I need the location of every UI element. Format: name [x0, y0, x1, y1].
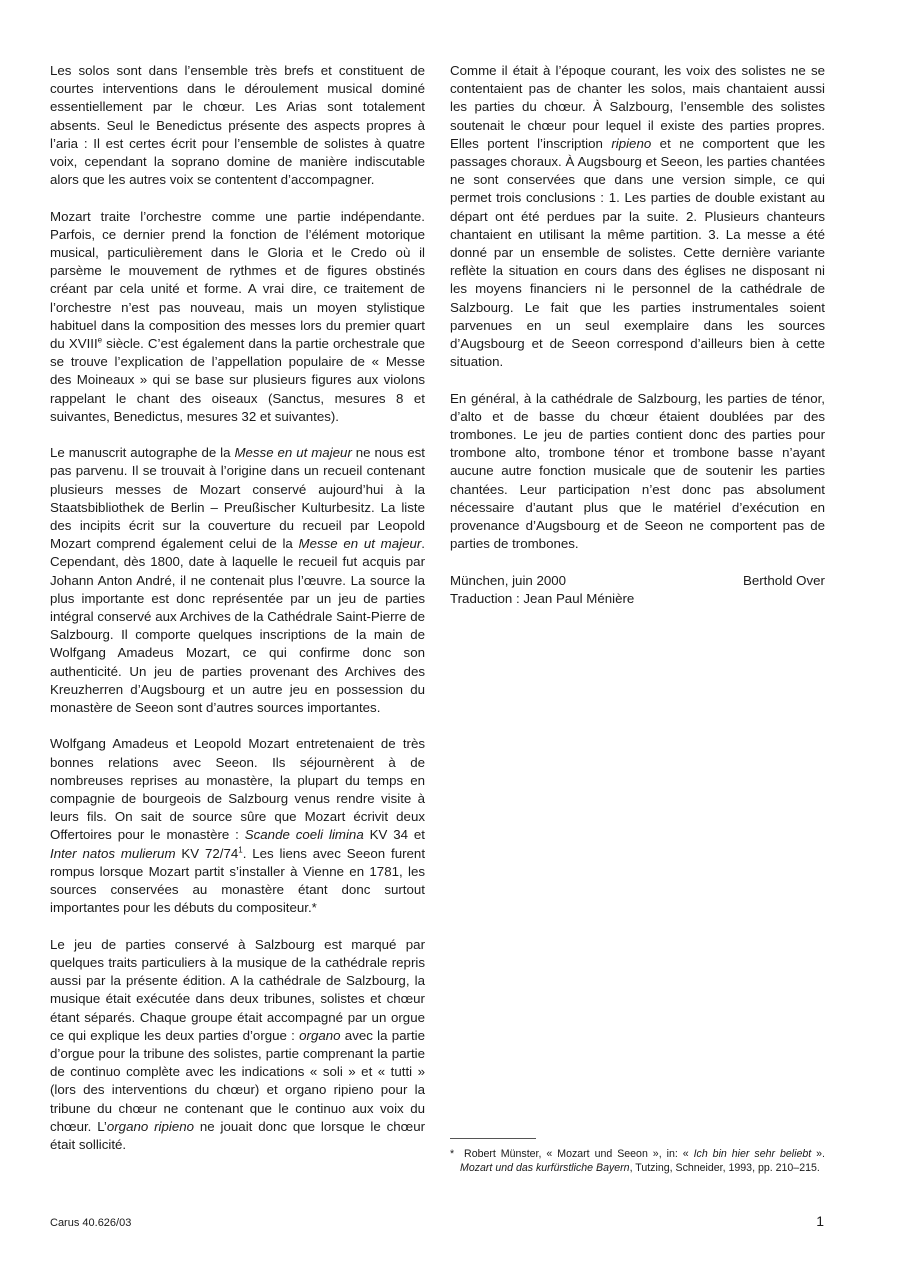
- right-column: [450, 62, 825, 608]
- translation-credit: Traduction : Jean Paul Ménière: [450, 590, 635, 606]
- page-footer: [50, 1213, 824, 1229]
- paragraph-trombones: En général, à la cathédrale de Salzbourg, les parties de ténor, d’alto et de basse du chœur étaient doublées par des trombones. Le jeu de parties contient donc des parties pour trombone alto, trombone ténor et trombone basse n’ayant aucune autre fonction musicale que de soutenir les parties chantées. Leur participation n’est donc pas absolument nécessaire d’autant plus que le matériel d’exécution en provenance d’Augsbourg et de Seeon ne comportent pas de parties de trombones.: [450, 390, 825, 552]
- author-name: Berthold Over: [742, 572, 825, 588]
- footnote-divider: [450, 1138, 536, 1139]
- footnote-area: [450, 1138, 825, 1175]
- paragraph-seeon: Wolfgang Amadeus et Leopold Mozart entretenaient de très bonnes relations avec Seeon. Ils séjournèrent à de nombreuses reprises au monastère, la plupart du temps en compagnie de bourgeois de Salzbourg venus rendre visite à leurs fils. On sait de source sûre que Mozart écrivit deux Offertoires pour le monastère : Scande coeli limina KV 34 et Inter natos mulierum KV $72/74^1$. Les liens avec Seeon furent rompus lorsque Mozart partit s’installer à Vienne en 1781, les sources conservées au monastère étant donc surtout importantes pour les débuts du compositeur.*: [50, 736, 426, 916]
- paragraph-solos: Les solos sont dans l’ensemble très brefs et constituent de courtes interventions dans le déroulement musical dominé essentiellement par le chœur. Les Arias sont totalement absents. Seul le Benedictus présente des aspects propres à l’aria : Il est certes écrit pour l’ensemble de solistes à quatre voix, cependant la soprano domine de manière indiscutable alors que les autres voix se contentent d’accompagner.: [50, 63, 425, 188]
- left-column: [50, 62, 425, 1172]
- paragraph-soloists: Comme il était à l’époque courant, les voix des solistes ne se contentaient pas de chanter les solos, mais chantaient aussi les parties du chœur. À Salzbourg, l’ensemble des solistes soutenait le chœur pour lequel il existe des parties propres. Elles portent l’inscription ripieno et ne comportent que les passages choraux. À Augsbourg et Seeon, les parties chantées ne sont conservées que dans une version simple, ce qui permet trois conclusions : 1. Les parties de double existant au départ ont été perdues par la suite. 2. Plusieurs chanteurs chantaient en utilisant la même partition. 3. La messe a été donné par un ensemble de solistes. Cette dernière variante reflète la situation en cours dans des églises ne disposant ni les moyens financiers ni le personnel de la cathédrale de Salzbourg. Le fait que les parties instrumentales soient parvenues en un seul exemplaire dans les sources d’Augsbourg et de Seeon correspond d’ailleurs bien à cette situation.: [450, 63, 825, 370]
- footnote: * Robert Münster, « Mozart und Seeon », in: « Ich bin hier sehr beliebt ». Mozart und das kurfürstliche Bayern, Tutzing, Schneider, 1993, pp. 210–215.: [450, 1148, 825, 1174]
- page-number: 1: [816, 1213, 824, 1229]
- paragraph-orchestra: Mozart traite l’orchestre comme une partie indépendante. Parfois, ce dernier prend la fonction de l’élément motorique musical, particulièrement dans le Gloria et le Credo où il parsème le mouvement de rythmes et de figures obstinés créant par cela unité et forme. A vrai dire, ce traitement de l’orchestre n’est pas nouveau, mais un moyen stylistique habituel dans la composition des messes lors du premier quart du XVIIIe siècle. C’est également dans la partie orchestrale que se trouve l’explication de l’appellation populaire de « Messe des Moineaux » qui se base sur plusieurs figures aux violons rappelant le chant des oiseaux (Sanctus, mesures 8 et suivantes, Benedictus, mesures 32 et suivantes).: [50, 208, 425, 424]
- catalog-number: Carus 40.626/03: [50, 1217, 132, 1229]
- paragraph-salzburg-parts: Le jeu de parties conservé à Salzbourg est marqué par quelques traits particuliers à la musique de la cathédrale repris aussi par la présente édition. A la cathédrale de Salzbourg, la musique était exécutée dans deux tribunes, solistes et chœur étant séparés. Chaque groupe était accompagné par un orgue ce qui explique les deux parties d’orgue : organo avec la partie d’orgue pour la tribune des solistes, partie comprenant la partie de continuo complète avec les indications « soli » et « tutti » (lors des interventions du chœur) et organo ripieno pour la tribune du chœur ne contenant que le continuo aux voix du chœur. L’organo ripieno ne jouait donc que lorsque le chœur était sollicité.: [50, 936, 426, 1152]
- place-date: München, juin 2000: [450, 572, 567, 588]
- signature-line: [450, 572, 825, 590]
- paragraph-manuscript: Le manuscrit autographe de la Messe en ut majeur ne nous est pas parvenu. Il se trouvait à l’origine dans un recueil contenant plusieurs messes de Mozart conservé aujourd’hui à la Staatsbibliothek de Berlin – Preußischer Kulturbesitz. La liste des incipits écrit sur la couverture du recueil par Leopold Mozart comprend également celui de la Messe en ut majeur. Cependant, dès 1800, date à laquelle le recueil fut acquis par Johann Anton André, il ne contenait plus l’œuvre. La source la plus importante est donc représentée par un jeu de parties intégral conservé aux Archives de la Cathédrale Saint-Pierre de Salzbourg. Il comporte quelques inscriptions de la main de Wolfgang Amadeus Mozart, ce qui confirme donc son authenticité. Un jeu de parties provenant des Archives des Kreuzherren d’Augsbourg et un autre jeu en possession du monastère de Seeon sont d’autres sources importantes.: [50, 445, 425, 716]
